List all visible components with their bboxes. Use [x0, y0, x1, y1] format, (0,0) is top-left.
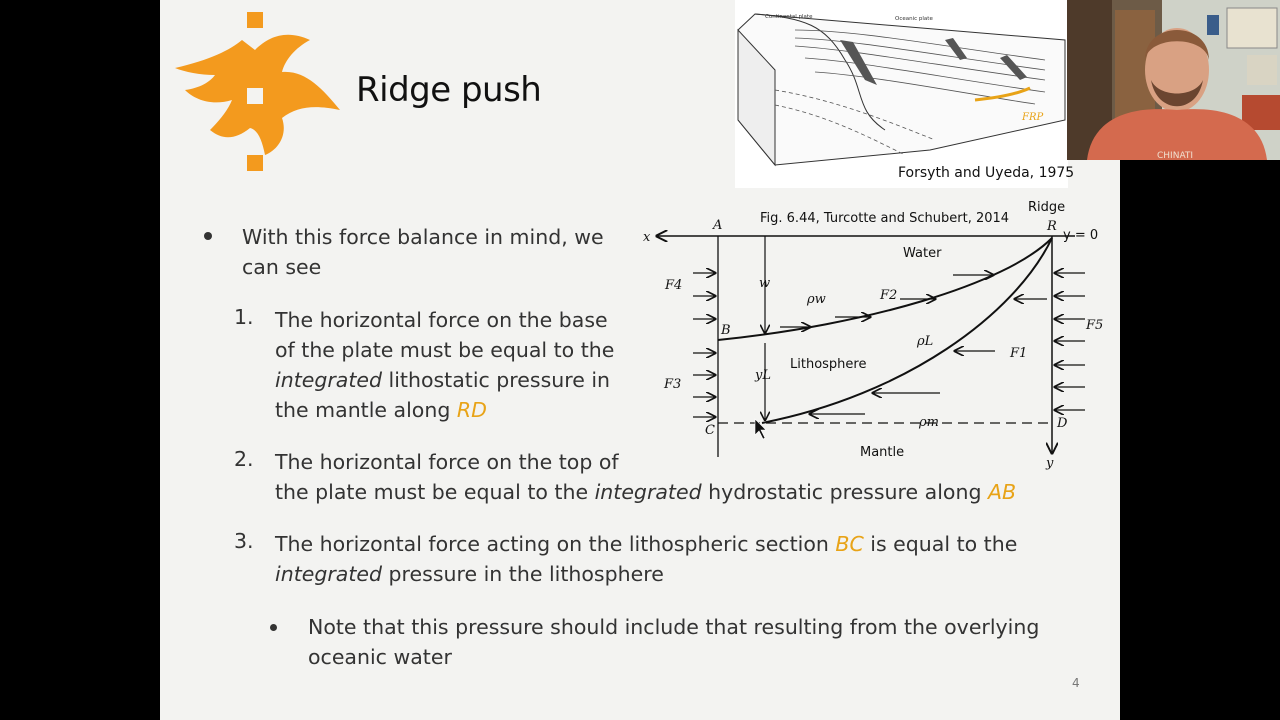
- bullet-main: [242, 222, 604, 282]
- item2-line2-mid: hydrostatic pressure along: [701, 480, 988, 504]
- item2-integrated: integrated: [594, 480, 702, 504]
- ridge-force-diagram: [635, 195, 1105, 480]
- label-w: w: [759, 276, 771, 291]
- label-point-a: A: [713, 218, 723, 233]
- sub-line1: Note that this pressure should include that resulting from the overlying: [308, 615, 1040, 639]
- item1-line4: [275, 395, 614, 425]
- label-f5: F5: [1086, 318, 1104, 333]
- item2-line2: [275, 477, 1016, 507]
- item3-integrated: integrated: [275, 562, 383, 586]
- label-yl: yL: [755, 368, 771, 383]
- slide: [160, 0, 1120, 720]
- label-x-axis: x: [643, 230, 651, 245]
- top-figure-caption: Forsyth and Uyeda, 1975: [898, 165, 1075, 181]
- item3-line2-rest: pressure in the lithosphere: [382, 562, 664, 586]
- university-flame-logo: [170, 10, 350, 175]
- item2-number: 2.: [234, 447, 254, 471]
- item2-line2-pre: the plate must be equal to the: [275, 480, 595, 504]
- item1-highlight-rd: RD: [456, 398, 487, 422]
- item3-text: [275, 529, 1017, 589]
- item3-number: 3.: [234, 529, 254, 553]
- label-rho-l: ρL: [917, 334, 934, 349]
- item3-line1-pre: The horizontal force acting on the lithospheric section: [275, 532, 836, 556]
- shirt-text: CHINATI: [1157, 151, 1194, 160]
- label-lithosphere: Lithosphere: [790, 357, 867, 372]
- slide-title: Ridge push: [356, 70, 542, 110]
- sub-line2: oceanic water: [308, 645, 452, 669]
- label-f1: F1: [1010, 346, 1028, 361]
- label-f4: F4: [665, 278, 683, 293]
- webcam-video: [1067, 0, 1280, 160]
- label-frp: FRP: [1022, 112, 1044, 123]
- item2-text: [275, 447, 1016, 507]
- item3-line2: [275, 559, 1017, 589]
- item1-line3-rest: lithostatic pressure in: [382, 368, 611, 392]
- label-point-c: C: [705, 423, 715, 438]
- item3-line1-post: is equal to the: [863, 532, 1018, 556]
- label-continental-plate: Continental plate: [765, 14, 813, 20]
- diagram-caption: Fig. 6.44, Turcotte and Schubert, 2014: [760, 211, 1010, 226]
- label-y-axis: y: [1046, 456, 1054, 471]
- label-ridge: Ridge: [1028, 200, 1066, 215]
- label-point-r: R: [1047, 219, 1057, 234]
- item1-number: 1.: [234, 305, 254, 329]
- label-rho-w: ρw: [807, 292, 826, 307]
- item1-line2: of the plate must be equal to the: [275, 338, 615, 362]
- item3-highlight-bc: BC: [835, 532, 864, 556]
- label-oceanic-plate: Oceanic plate: [895, 16, 933, 22]
- plate-tectonics-figure: [735, 0, 1068, 188]
- bullet-main-line2: can see: [242, 255, 322, 279]
- item2-line1: The horizontal force on the top of: [275, 450, 619, 474]
- item1-line1: The horizontal force on the base: [275, 308, 608, 332]
- label-mantle: Mantle: [860, 445, 905, 460]
- item3-line1: [275, 529, 1017, 559]
- label-f3: F3: [664, 377, 682, 392]
- bullet-main-line1: With this force balance in mind, we: [242, 225, 604, 249]
- item1-integrated: integrated: [275, 368, 383, 392]
- sub-bullet-text: [308, 612, 1039, 672]
- page-number: 4: [1072, 676, 1080, 690]
- label-water: Water: [903, 246, 942, 261]
- label-point-b: B: [721, 323, 731, 338]
- item2-highlight-ab: AB: [987, 480, 1017, 504]
- label-y-zero: y = 0: [1063, 228, 1099, 243]
- bullet-dot: [204, 232, 212, 240]
- item1-line3: [275, 365, 614, 395]
- label-rho-m: ρm: [919, 415, 939, 430]
- label-point-d: D: [1057, 416, 1068, 431]
- item1-line4-pre: the mantle along: [275, 398, 457, 422]
- label-f2: F2: [880, 288, 898, 303]
- item1-text: [275, 305, 614, 425]
- sub-bullet-dot: [270, 624, 277, 631]
